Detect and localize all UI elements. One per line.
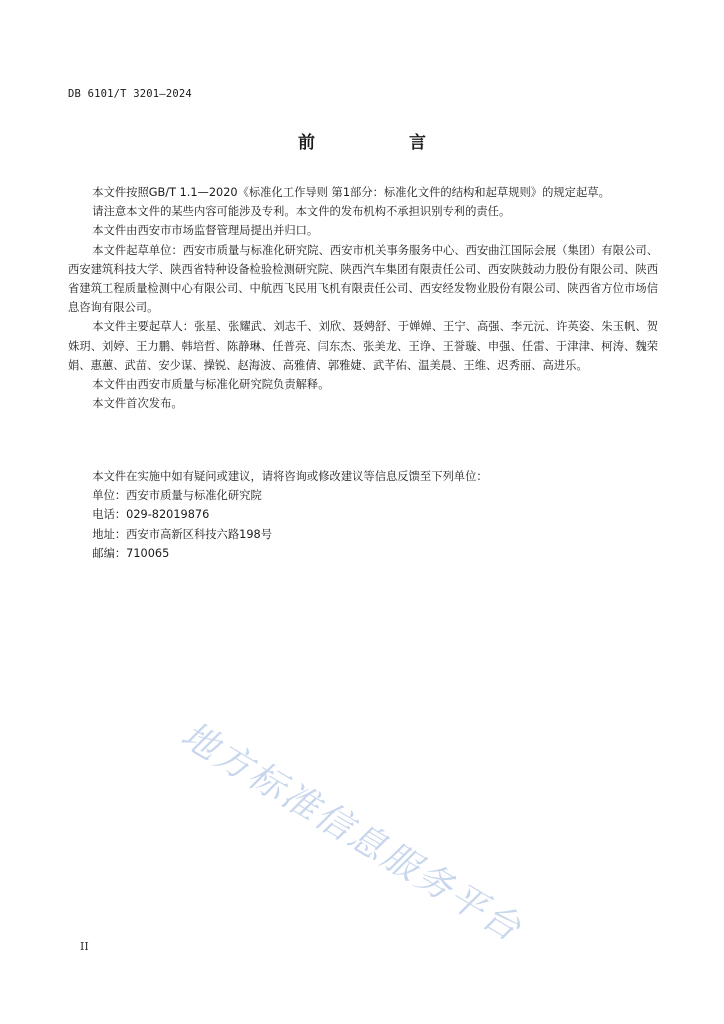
foreword-body bbox=[68, 183, 658, 413]
paragraph-interpretation: 本文件由西安市质量与标准化研究院负责解释。 bbox=[92, 378, 330, 392]
contact-intro: 本文件在实施中如有疑问或建议，请将咨询或修改建议等信息反馈至下列单位： bbox=[92, 470, 488, 483]
page-title: 前 言 bbox=[298, 133, 470, 153]
contact-unit: 单位：西安市质量与标准化研究院 bbox=[92, 489, 262, 503]
contact-address: 地址：西安市高新区科技六路198号 bbox=[92, 527, 273, 541]
page-number: II bbox=[80, 940, 89, 953]
paragraph-first-release: 本文件首次发布。 bbox=[92, 397, 183, 411]
paragraph-drafters: 本文件主要起草人：张星、张耀武、刘志千、刘欣、聂娉舒、于婵婵、王宁、高强、李元沅、许英姿、朱玉帆、贺姝玥、刘婷、王力鹏、韩培哲、陈静琳、任普亮、闫东杰、张美龙、王诤、王誉璇、申强、任雷、于津津、柯涛、魏荣娟、惠蕙、武苗、安少谋、操锐、赵海波、高雅倩、郭雅婕、武芊佑、温美晨、王维、迟秀丽、高进乐。 bbox=[68, 320, 658, 372]
document-code: DB 6101/T 3201—2024 bbox=[68, 88, 192, 100]
paragraph-proposer: 本文件由西安市市场监督管理局提出并归口。 bbox=[92, 224, 319, 238]
contact-postcode: 邮编：710065 bbox=[92, 546, 170, 560]
contact-phone: 电话：029-82019876 bbox=[92, 508, 210, 522]
paragraph-drafting-units: 本文件起草单位：西安市质量与标准化研究院、西安市机关事务服务中心、西安曲江国际会展（集团）有限公司、西安建筑科技大学、陕西省特种设备检验检测研究院、陕西汽车集团有限责任公司、西安陕鼓动力股份有限公司、陕西省建筑工程质量检测中心有限公司、中航西飞民用飞机有限责任公司、西安经发物业股份有限公司、陕西省方位市场信息咨询有限公司。 bbox=[68, 243, 658, 315]
paragraph-drafting-rules: 本文件按照GB/T 1.1—2020《标准化工作导则 第1部分：标准化文件的结构和起草规则》的规定起草。 bbox=[92, 186, 610, 199]
watermark: 地方标准信息服务平台 bbox=[173, 714, 530, 951]
paragraph-patent-notice: 请注意本文件的某些内容可能涉及专利。本文件的发布机构不承担识别专利的责任。 bbox=[92, 205, 511, 219]
feedback-contact bbox=[68, 467, 658, 563]
